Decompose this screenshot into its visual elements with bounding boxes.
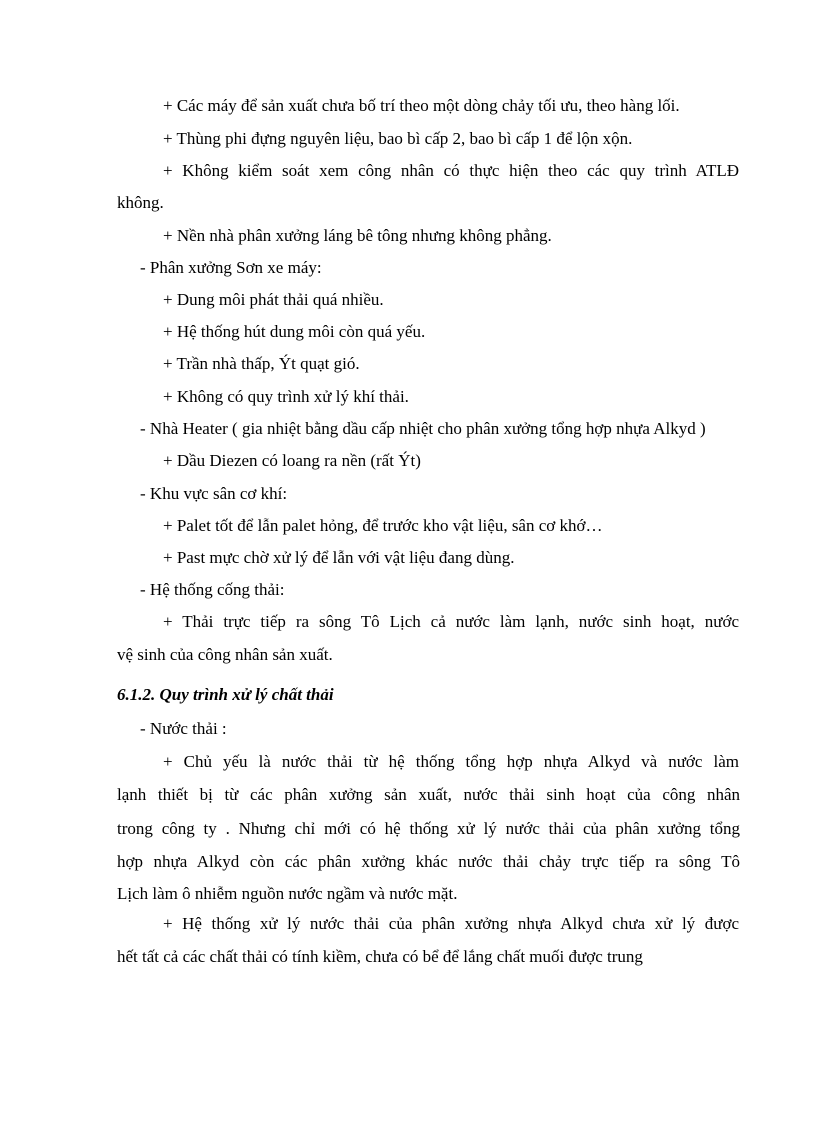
bullet-diesel-leak: + Dầu Diezen có loang ra nền (rất Ýt) bbox=[163, 451, 421, 470]
section-mechanical-yard: - Khu vực sân cơ khí: bbox=[140, 484, 288, 503]
bullet-exhaust-process: + Không có quy trình xử lý khí thải. bbox=[163, 387, 409, 406]
section-heading-waste-treatment: 6.1.2. Quy trình xử lý chất thải bbox=[117, 685, 334, 704]
section-heater-house: - Nhà Heater ( gia nhiệt bằng dầu cấp nhiệt cho phân xưởng tổng hợp nhựa Alkyd ) bbox=[140, 419, 706, 438]
bullet-safety-control-cont: không. bbox=[117, 193, 164, 212]
bullet-ink-paste: + Past mực chờ xử lý để lẫn với vật liệu đang dùng. bbox=[163, 548, 515, 567]
bullet-machines-layout: + Các máy để sản xuất chưa bố trí theo một dòng chảy tối ưu, theo hàng lối. bbox=[163, 96, 680, 115]
bullet-solvent-emission: + Dung môi phát thải quá nhiều. bbox=[163, 290, 384, 309]
paragraph-wastewater-line-3: trong công ty . Nhưng chỉ mới có hệ thống xử lý nước thải của phân xưởng tổng bbox=[117, 819, 740, 838]
paragraph-wastewater-line-2: lạnh thiết bị từ các phân xưởng sản xuất, nước thải sinh hoạt của công nhân bbox=[117, 785, 740, 804]
bullet-solvent-extraction: + Hệ thống hút dung môi còn quá yếu. bbox=[163, 322, 426, 341]
bullet-floor: + Nền nhà phân xưởng láng bê tông nhưng không phẳng. bbox=[163, 226, 552, 245]
paragraph-treatment-line-1: + Hệ thống xử lý nước thải của phân xưởng nhựa Alkyd chưa xử lý được bbox=[163, 914, 739, 933]
bullet-direct-discharge: + Thải trực tiếp ra sông Tô Lịch cả nước làm lạnh, nước sinh hoạt, nước bbox=[163, 612, 739, 631]
paragraph-wastewater-line-4: hợp nhựa Alkyd còn các phân xưởng khác nước thải chảy trực tiếp ra sông Tô bbox=[117, 852, 740, 871]
bullet-direct-discharge-cont: vệ sinh của công nhân sản xuất. bbox=[117, 645, 333, 664]
bullet-ceiling: + Trần nhà thấp, Ýt quạt gió. bbox=[163, 354, 360, 373]
bullet-pallets: + Palet tốt để lẫn palet hỏng, để trước kho vật liệu, sân cơ khớ… bbox=[163, 516, 603, 535]
bullet-drums-packaging: + Thùng phi đựng nguyên liệu, bao bì cấp 2, bao bì cấp 1 để lộn xộn. bbox=[163, 129, 633, 148]
paragraph-wastewater-line-5: Lịch làm ô nhiễm nguồn nước ngầm và nước mặt. bbox=[117, 884, 458, 903]
paragraph-treatment-line-2: hết tất cả các chất thải có tính kiềm, chưa có bể để lắng chất muối được trung bbox=[117, 947, 643, 966]
section-paint-workshop: - Phân xưởng Sơn xe máy: bbox=[140, 258, 322, 277]
bullet-safety-control: + Không kiểm soát xem công nhân có thực hiện theo các quy trình ATLĐ bbox=[163, 161, 739, 180]
paragraph-wastewater-line-1: + Chủ yếu là nước thải từ hệ thống tổng hợp nhựa Alkyd và nước làm bbox=[163, 752, 739, 771]
section-wastewater: - Nước thải : bbox=[140, 719, 227, 738]
section-drainage: - Hệ thống cống thải: bbox=[140, 580, 285, 599]
